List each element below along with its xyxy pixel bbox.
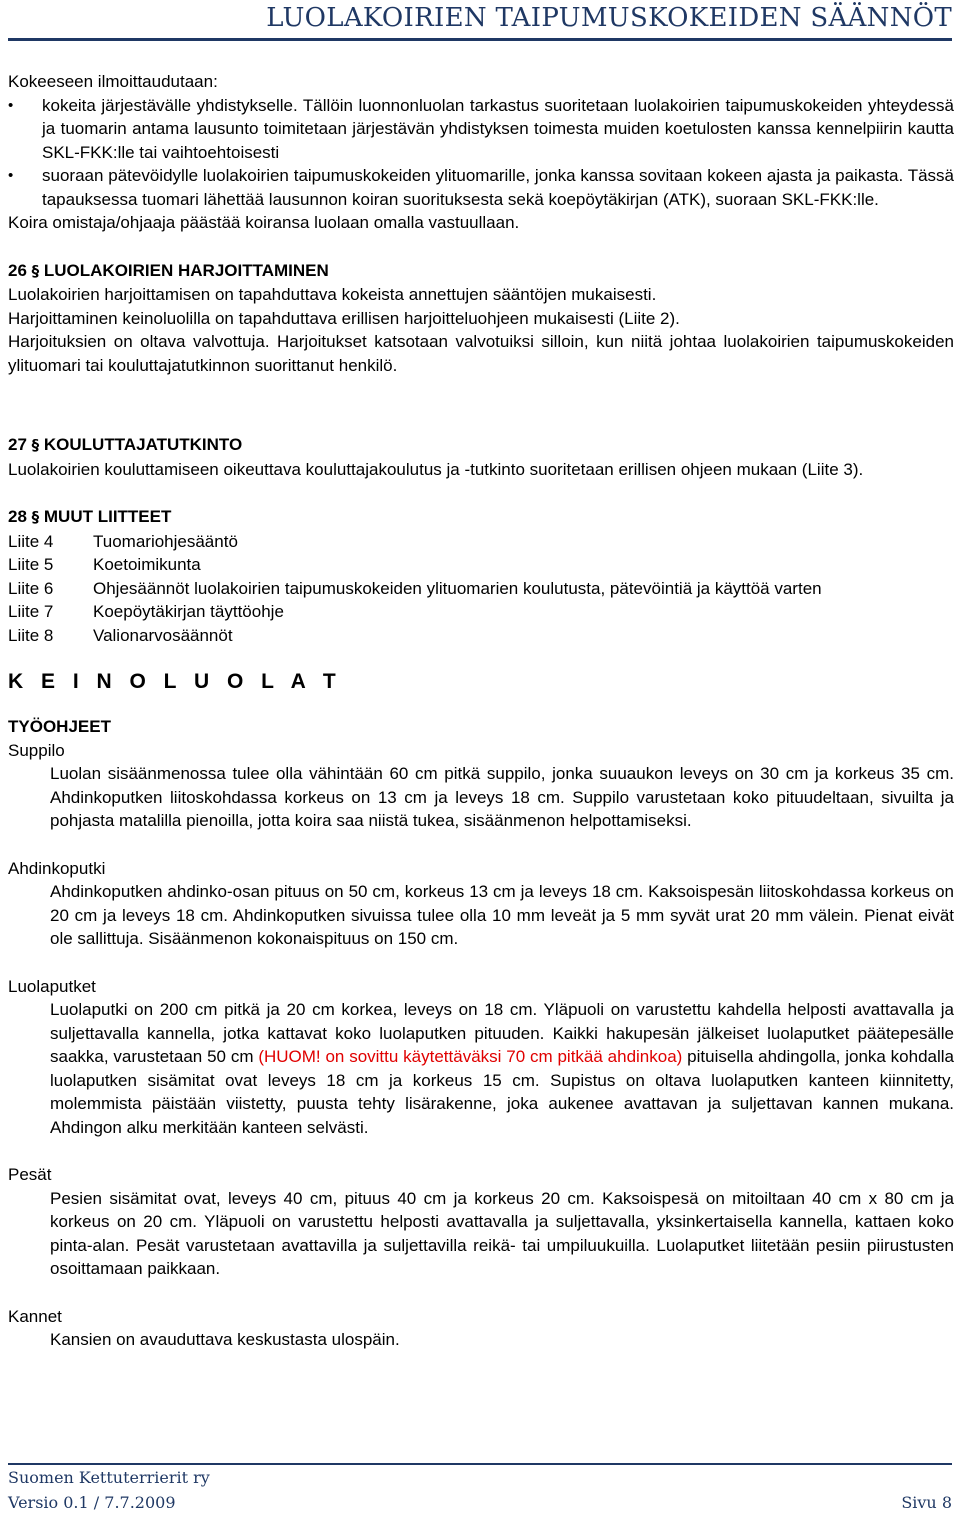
footer-version: Versio 0.1 / 7.7.2009: [8, 1493, 176, 1512]
kannet-heading: Kannet: [8, 1306, 62, 1326]
footer-organization: Suomen Kettuterrierit ry: [8, 1468, 210, 1487]
section-mark: §: [31, 436, 40, 454]
attachment-name: Koetoimikunta: [93, 555, 201, 574]
attachments-table: [8, 530, 822, 648]
section-number: 27: [8, 435, 27, 454]
footer-divider: [8, 1463, 952, 1465]
pesat-heading: Pesät: [8, 1165, 52, 1184]
ahdinkoputki-text: Ahdinkoputken ahdinko-osan pituus on 50 cm, korkeus 13 cm ja leveys 18 cm. Kaksoispesän liitoskohdassa korkeus on 20 cm ja leveys 18 cm. Ahdinkoputken sivuissa tulee olla 10 mm leveät ja 5 mm syvät urat 20 mm välein. Pienat eivät ole sallittuja. Sisäänmenon kokonaispituus on 150 cm.: [50, 882, 954, 948]
registration-intro: Kokeeseen ilmoittaudutaan:: [8, 72, 218, 91]
page-header-title: LUOLAKOIRIEN TAIPUMUSKOKEIDEN SÄÄNNÖT: [266, 3, 952, 33]
work-instructions-heading: TYÖOHJEET: [8, 717, 111, 736]
attachment-label: Liite 5: [8, 555, 54, 574]
attachment-name: Koepöytäkirjan täyttöohje: [93, 602, 284, 621]
attachment-label: Liite 6: [8, 578, 54, 598]
section-title: MUUT LIITTEET: [43, 507, 172, 526]
suppilo-heading: Suppilo: [8, 740, 65, 760]
table-row: [8, 530, 822, 554]
attachment-label: Liite 8: [8, 625, 54, 645]
section-number: 28: [8, 507, 27, 526]
attachment-label: Liite 4: [8, 531, 54, 551]
attachment-label: Liite 7: [8, 602, 54, 621]
section-27-heading: [8, 433, 954, 458]
section-mark: §: [31, 261, 40, 280]
suppilo-text: Luolan sisäänmenossa tulee olla vähintään 60 cm pitkä suppilo, jonka suuaukon leveys on 30 cm ja korkeus 35 cm. Ahdinkoputken liitoskohdassa korkeus on 13 cm ja leveys 18 cm. Suppilo varustetaan koko pituudeltaan, sivuilta ja pohjasta matalilla pienoilla, jotta koira saa niistä tukea, sisäänmenon helpottamiseksi.: [50, 764, 954, 830]
attachment-name: Tuomariohjesääntö: [93, 531, 238, 551]
section-mark: §: [31, 508, 40, 526]
table-row: [8, 553, 822, 577]
section-27-text: Luolakoirien kouluttamiseen oikeuttava kouluttajakoulutus ja -tutkinto suoritetaan erillisen ohjeen mukaan (Liite 3).: [8, 459, 864, 479]
kannet-text: Kansien on avauduttava keskustasta ulospäin.: [50, 1330, 400, 1349]
luolaputket-text: [8, 998, 954, 1139]
table-row: [8, 577, 822, 601]
table-row: [8, 600, 822, 624]
luolaputket-text-start: Luolaputki on 200 cm pitkä ja 20 cm korkea, leveys on 18 cm. Yläpuoli on varustettu kahdella helposti avattavalla ja suljettavalla kannella, jotka kattavat koko luolaputken pituuden. Kaikki hakupesän jälkeiset luolaputket päätepesälle saakka, varustetaan 50 cm: [50, 1000, 954, 1066]
section-number: 26: [8, 260, 27, 280]
section-26-line-2: Harjoittaminen keinoluolilla on tapahduttava erillisen harjoitteluohjeen mukaisesti (Liite 2).: [8, 308, 680, 328]
section-title: KOULUTTAJATUTKINTO: [43, 435, 243, 454]
pesat-text: Pesien sisämitat ovat, leveys 40 cm, pituus 40 cm ja korkeus 20 cm. Kaksoispesä on mitoiltaan 40 cm x 80 cm ja korkeus on 20 cm. Yläpuoli on varustettu helposti avattavalla ja suljettavalla, yksinkertaisella kannella, kattaen koko pinta-alan. Pesät varustetaan avattavilla ja suljettavilla reikä- tai umpiluukuilla. Luolaputket liitetään pesiin piirustusten osoittamaan paikkaan.: [50, 1188, 954, 1278]
section-28-heading: [8, 505, 954, 530]
list-item: • kokeita järjestävälle yhdistykselle. Tällöin luonnonluolan tarkastus suoritetaan luolakoirien taipumuskokeiden yhteydessä ja tuomarin antama lausunto toimitetaan järjestävän yhdistyksen toimesta muiden koetulosten kanssa kennelpiirin kautta SKL-FKK:lle tai vaihtoehtoisesti: [8, 94, 954, 165]
ahdinkoputki-heading: Ahdinkoputki: [8, 858, 106, 878]
attachment-name: Valionarvosäännöt: [93, 625, 233, 645]
luolaputket-text-end: pituisella ahdingolla, jonka kohdalla luolaputken sisämitat ovat leveys 18 cm ja korkeus 15 cm. Supistus on oltava luolaputken kanteen kiinnitetty, molemmista päistään viistetty, puusta tehty lisärakenne, joka aukenee avattavan ja suljettavan kannen mukana. Ahdingon alku merkitään kanteen selvästi.: [50, 1047, 955, 1137]
document-body: [8, 70, 954, 1352]
registration-closing: Koira omistaja/ohjaaja päästää koiransa luolaan omalla vastuullaan.: [8, 213, 520, 232]
header-divider: [8, 38, 952, 41]
keinoluolat-title: K E I N O L U O L A T: [8, 670, 342, 693]
section-26-line-3: Harjoituksien on oltava valvottuja. Harjoitukset katsotaan valvotuiksi silloin, kun niitä johtaa luolakoirien taipumuskokeiden ylituomari tai kouluttajatutkinnon suorittanut henkilö.: [8, 332, 954, 375]
section-26-line-1: Luolakoirien harjoittamisen on tapahduttava kokeista annettujen sääntöjen mukaisesti.: [8, 285, 657, 304]
luolaputket-note: (HUOM! on sovittu käytettäväksi 70 cm pitkää ahdinkoa): [258, 1047, 683, 1066]
luolaputket-heading: Luolaputket: [8, 976, 96, 996]
registration-list: [8, 94, 954, 212]
table-row: [8, 624, 822, 648]
page-number: Sivu 8: [901, 1493, 952, 1512]
section-title: LUOLAKOIRIEN HARJOITTAMINEN: [43, 260, 329, 280]
list-item: • suoraan pätevöidylle luolakoirien taipumuskokeiden ylituomarille, jonka kanssa sovitaan kokeen ajasta ja paikasta. Tässä tapauksessa tuomari lähettää lausunnon koiran suorituksesta sekä koepöytäkirjan (ATK), suoraan SKL-FKK:lle.: [8, 164, 954, 211]
attachment-name: Ohjesäännöt luolakoirien taipumuskokeiden ylituomarien koulutusta, pätevöintiä ja käyttöä varten: [93, 578, 822, 598]
section-26-heading: [8, 259, 954, 284]
